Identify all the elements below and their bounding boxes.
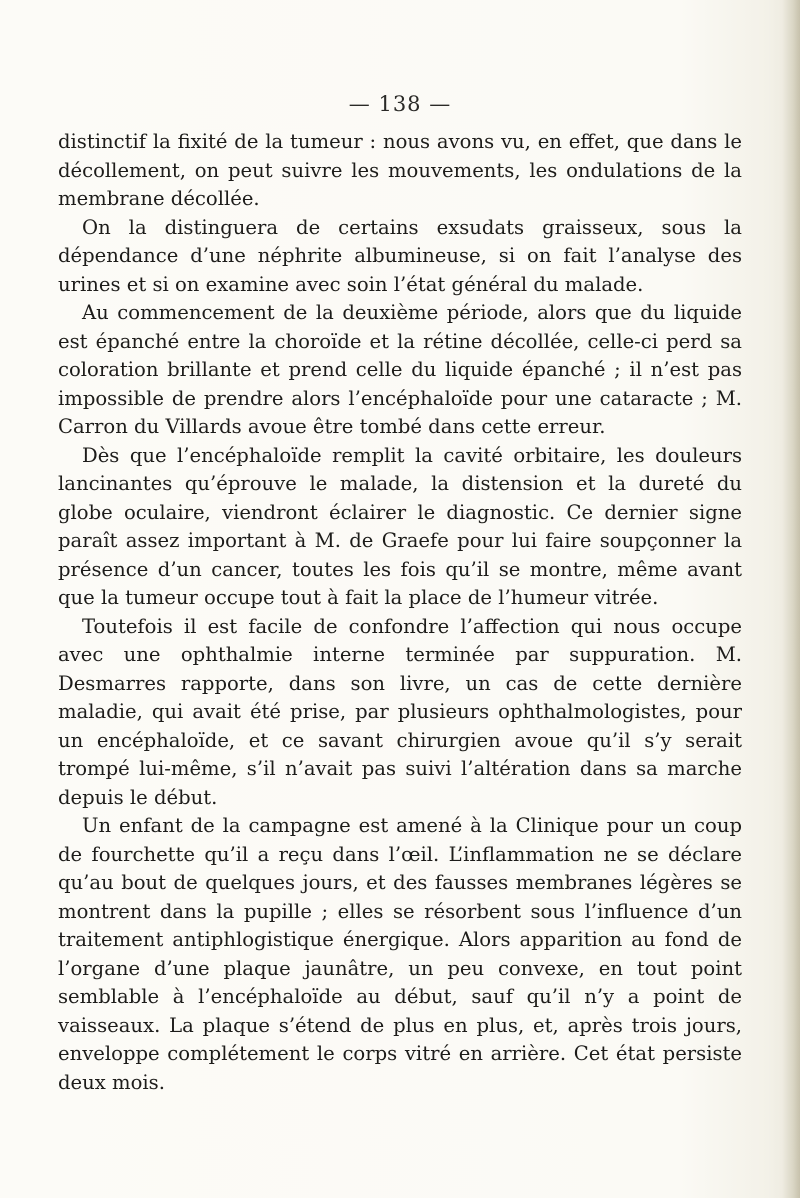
paragraph-continuation: distinctif la fixité de la tumeur : nous avons vu, en effet, que dans le décollement, on peut suivre les mouvements, les ondulations de la membrane décollée. bbox=[58, 130, 742, 210]
paragraph: Dès que l’encéphaloïde remplit la cavité orbitaire, les douleurs lancinantes qu’éprouve le malade, la distension et la dureté du globe oculaire, viendront éclairer le diagnostic. Ce dernier signe paraît assez important à M. de Graefe pour lui faire soupçonner la présence d’un cancer, toutes les fois qu’il se montre, même avant que la tumeur occupe tout à fait la place de l’humeur vitrée. bbox=[58, 443, 742, 609]
paragraph: Un enfant de la campagne est amené à la Clinique pour un coup de fourchette qu’il a reçu dans l’œil. L’inflammation ne se déclare qu’au bout de quelques jours, et des fausses membranes légères se montrent dans la pupille ; elles se résorbent sous l’influence d’un traitement antiphlogistique énergique. Alors apparition au fond de l’organe d’une plaque jaunâtre, un peu convexe, en tout point semblable à l’encéphaloïde au début, sauf qu’il n’y a point de vaisseaux. La plaque s’étend de plus en plus, et, après trois jours, enveloppe complétement le corps vitré en arrière. Cet état persiste deux mois. bbox=[58, 814, 742, 1094]
paragraph: Au commencement de la deuxième période, alors que du liquide est épanché entre la choroïde et la rétine décollée, celle-ci perd sa coloration brillante et prend celle du liquide épanché ; il n’est pas impossible de prendre alors l’encéphaloïde pour une cataracte ; M. Carron du Villards avoue être tombé dans cette erreur. bbox=[58, 301, 742, 438]
body-text bbox=[58, 128, 742, 1097]
page-number: — 138 — bbox=[348, 92, 452, 116]
page-edge-shadow bbox=[782, 0, 800, 1198]
paragraph: On la distinguera de certains exsudats graisseux, sous la dépendance d’une néphrite albumineuse, si on fait l’analyse des urines et si on examine avec soin l’état général du malade. bbox=[58, 215, 742, 296]
paragraph: Toutefois il est facile de confondre l’affection qui nous occupe avec une ophthalmie interne terminée par suppuration. M. Desmarres rapporte, dans son livre, un cas de cette dernière maladie, qui avait été prise, par plusieurs ophthalmologistes, pour un encéphaloïde, et ce savant chirurgien avoue qu’il s’y serait trompé lui-même, s’il n’avait pas suivi l’altération dans sa marche depuis le début. bbox=[58, 614, 742, 809]
